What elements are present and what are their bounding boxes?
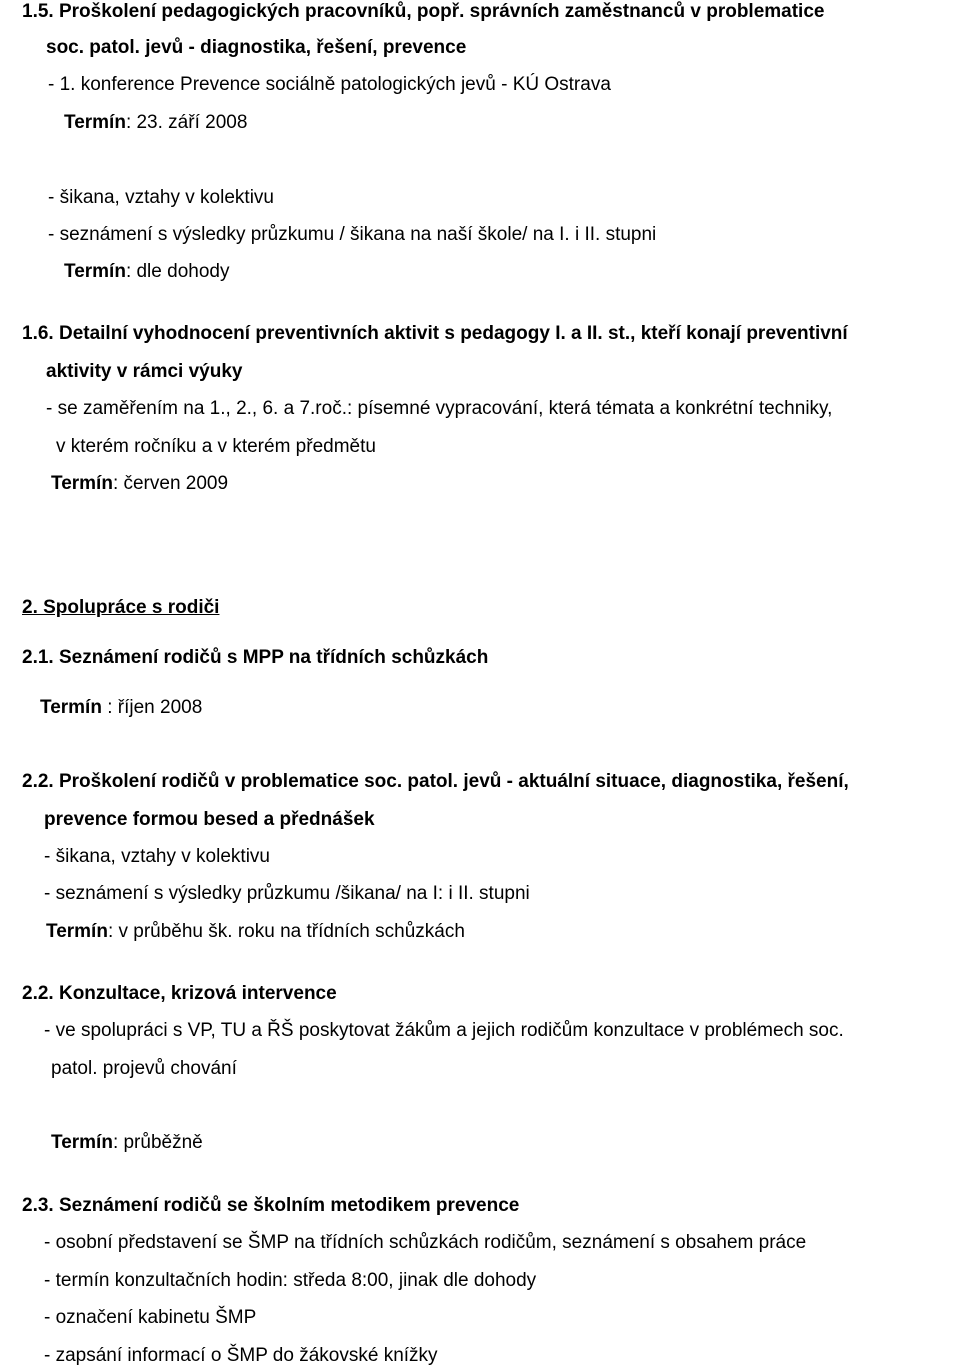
section-2-2-konzultace-title: 2.2. Konzultace, krizová intervence bbox=[22, 983, 337, 1004]
term-label: Termín bbox=[64, 261, 126, 282]
term-label: Termín bbox=[51, 473, 113, 494]
section-1-5-title: 1.5. Proškolení pedagogických pracovníků, popř. správních zaměstnanců v problematice bbox=[22, 1, 825, 22]
term-label: Termín bbox=[46, 921, 108, 942]
term-label: Termín bbox=[64, 112, 126, 133]
list-item-cont: v kterém ročníku a v kterém předmětu bbox=[56, 436, 376, 457]
list-item: - osobní představení se ŠMP na třídních schůzkách rodičům, seznámení s obsahem práce bbox=[44, 1232, 807, 1253]
list-item: - seznámení s výsledky průzkumu /šikana/ na I: i II. stupni bbox=[44, 883, 530, 904]
term-value: : 23. září 2008 bbox=[125, 112, 248, 133]
term-label: Termín bbox=[51, 1132, 113, 1153]
term-line bbox=[51, 1131, 203, 1155]
term-line bbox=[51, 472, 228, 496]
term-line bbox=[64, 111, 247, 135]
term-value: : dle dohody bbox=[125, 261, 230, 282]
section-2-1-title: 2.1. Seznámení rodičů s MPP na třídních schůzkách bbox=[22, 647, 489, 668]
term-line bbox=[40, 696, 202, 720]
section-1-6-title-cont: aktivity v rámci výuky bbox=[46, 361, 243, 382]
list-item: - termín konzultačních hodin: středa 8:00, jinak dle dohody bbox=[44, 1270, 537, 1291]
list-item: - šikana, vztahy v kolektivu bbox=[44, 846, 270, 867]
term-value: : průběžně bbox=[112, 1132, 203, 1153]
section-1-5-title-cont: soc. patol. jevů - diagnostika, řešení, prevence bbox=[46, 37, 467, 58]
section-2-3-title: 2.3. Seznámení rodičů se školním metodikem prevence bbox=[22, 1195, 520, 1216]
section-2-2-title: 2.2. Proškolení rodičů v problematice soc. patol. jevů - aktuální situace, diagnostika, řešení, bbox=[22, 771, 849, 792]
term-line bbox=[64, 260, 229, 284]
term-value: : říjen 2008 bbox=[101, 697, 203, 718]
section-2-title: 2. Spolupráce s rodiči bbox=[22, 597, 220, 618]
list-item: - označení kabinetu ŠMP bbox=[44, 1307, 257, 1328]
term-label: Termín bbox=[40, 697, 102, 718]
list-item: - seznámení s výsledky průzkumu / šikana na naší škole/ na I. i II. stupni bbox=[48, 224, 657, 245]
list-item: - se zaměřením na 1., 2., 6. a 7.roč.: písemné vypracování, která témata a konkrétní techniky, bbox=[46, 398, 833, 419]
section-1-6-title: 1.6. Detailní vyhodnocení preventivních aktivit s pedagogy I. a II. st., kteří konají preventivní bbox=[22, 323, 848, 344]
list-item: - 1. konference Prevence sociálně patologických jevů - KÚ Ostrava bbox=[48, 74, 611, 95]
term-value: : v průběhu šk. roku na třídních schůzkách bbox=[107, 921, 465, 942]
term-value: : červen 2009 bbox=[112, 473, 229, 494]
list-item: - šikana, vztahy v kolektivu bbox=[48, 187, 274, 208]
list-item: - ve spolupráci s VP, TU a ŘŠ poskytovat žákům a jejich rodičům konzultace v problémech soc. bbox=[44, 1020, 844, 1041]
section-2-2-title-cont: prevence formou besed a přednášek bbox=[44, 809, 375, 830]
list-item: - zapsání informací o ŠMP do žákovské knížky bbox=[44, 1345, 438, 1366]
term-line bbox=[46, 920, 465, 944]
list-item-cont: patol. projevů chování bbox=[51, 1058, 237, 1079]
